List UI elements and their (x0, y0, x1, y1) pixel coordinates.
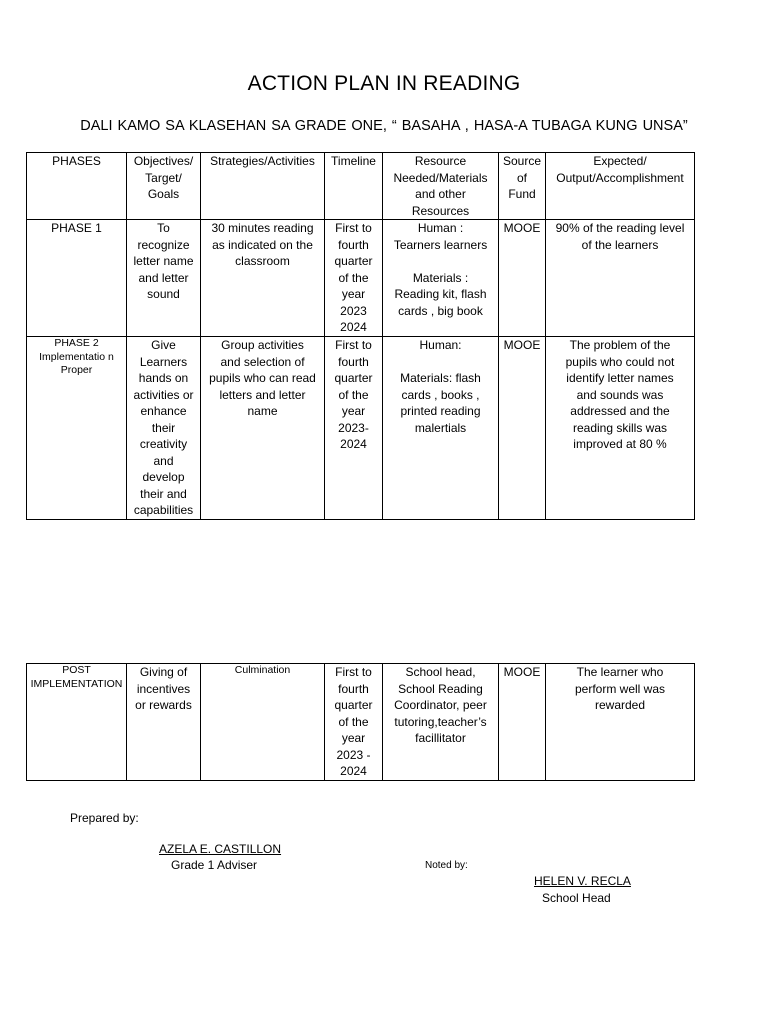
objectives-cell: Giving of incentives or rewards (127, 664, 201, 781)
header-objectives: Objectives/ Target/ Goals (127, 153, 201, 220)
action-plan-table (26, 152, 695, 520)
strategies-cell: Culmination (201, 664, 325, 781)
header-timeline: Timeline (325, 153, 383, 220)
expected-cell: 90% of the reading level of the learners (546, 220, 695, 337)
header-resources: Resource Needed/Materials and other Resources (383, 153, 499, 220)
timeline-cell: First to fourth quarter of the year 2023- 2024 (325, 337, 383, 520)
prepared-by-label: Prepared by: (70, 811, 139, 825)
phase-cell: PHASE 1 (27, 220, 127, 337)
noter-title: School Head (542, 891, 611, 905)
fund-cell: MOOE (499, 664, 546, 781)
document-subtitle: DALI KAMO SA KLASEHAN SA GRADE ONE, “ BASAHA , HASA-A TUBAGA KUNG UNSA” (80, 118, 688, 134)
resources-cell: Human : Tearners learners Materials : Reading kit, flash cards , big book (383, 220, 499, 337)
fund-cell: MOOE (499, 337, 546, 520)
timeline-cell: First to fourth quarter of the year 2023 2024 (325, 220, 383, 337)
header-expected-output: Expected/ Output/Accomplishment (546, 153, 695, 220)
table-row (27, 337, 695, 520)
expected-cell: The learner who perform well was rewarded (546, 664, 695, 781)
expected-cell: The problem of the pupils who could not identify letter names and sounds was addressed and the reading skills was improved at 80 % (546, 337, 695, 520)
table-row (27, 220, 695, 337)
objectives-cell: To recognize letter name and letter sound (127, 220, 201, 337)
strategies-cell: Group activities and selection of pupils who can read letters and letter name (201, 337, 325, 520)
noted-by-label: Noted by: (425, 860, 468, 871)
timeline-cell: First to fourth quarter of the year 2023 - 2024 (325, 664, 383, 781)
phase-cell: PHASE 2 Implementatio n Proper (27, 337, 127, 520)
noter-name: HELEN V. RECLA (534, 874, 631, 888)
preparer-title: Grade 1 Adviser (171, 858, 258, 872)
document-title: ACTION PLAN IN READING (247, 72, 521, 95)
header-phases: PHASES (27, 153, 127, 220)
preparer-name: AZELA E. CASTILLON (159, 842, 282, 856)
header-strategies: Strategies/Activities (201, 153, 325, 220)
resources-cell: School head, School Reading Coordinator, peer tutoring,teacher’s facillitator (383, 664, 499, 781)
table-row (27, 664, 695, 781)
post-implementation-table (26, 663, 695, 781)
phase-cell: POST IMPLEMENTATION (27, 664, 127, 781)
fund-cell: MOOE (499, 220, 546, 337)
header-source-of-fund: Source of Fund (499, 153, 546, 220)
strategies-cell: 30 minutes reading as indicated on the classroom (201, 220, 325, 337)
table-header-row (27, 153, 695, 220)
resources-cell: Human: Materials: flash cards , books , printed reading malertials (383, 337, 499, 520)
objectives-cell: Give Learners hands on activities or enhance their creativity and develop their and capabilities (127, 337, 201, 520)
